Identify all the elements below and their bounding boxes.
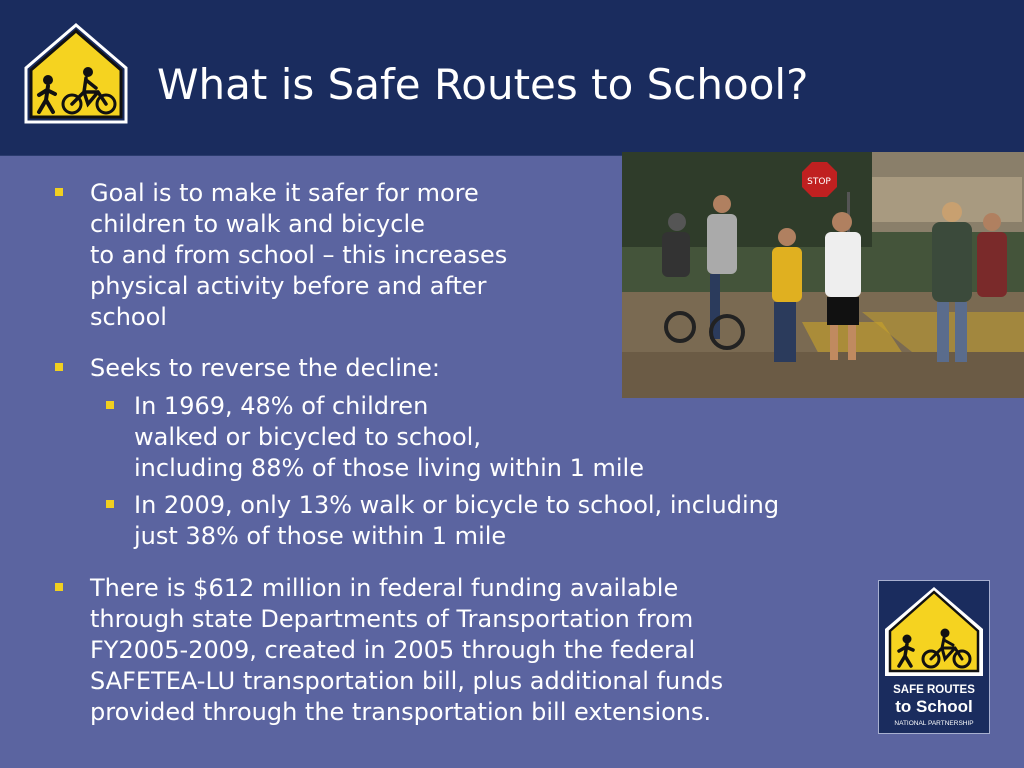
bullet-text-line: SAFETEA-LU transportation bill, plus additional funds: [90, 667, 724, 695]
logo-line3: NATIONAL PARTNERSHIP: [894, 720, 974, 727]
bullet-text-line: provided through the transportation bill extensions.: [90, 698, 712, 726]
safe-routes-logo: [878, 580, 990, 734]
sub-bullet-marker: [106, 500, 114, 508]
bullet-marker: [55, 188, 63, 196]
bullet-goal: [90, 178, 507, 333]
bullet-text-line: just 38% of those within 1 mile: [134, 522, 507, 550]
bullet-text-line: to and from school – this increases: [90, 241, 508, 269]
sub-bullet-1969: [134, 391, 644, 484]
bullet-text-line: physical activity before and after: [90, 272, 487, 300]
sub-bullet-marker: [106, 401, 114, 409]
bullet-decline: [90, 353, 440, 384]
bullet-text-line: In 2009, only 13% walk or bicycle to school, including: [134, 491, 780, 519]
bullet-text-line: There is $612 million in federal funding available: [90, 574, 679, 602]
bullet-text-line: walked or bicycled to school,: [134, 423, 481, 451]
bullet-text-line: through state Departments of Transportation from: [90, 605, 694, 633]
slide-header: [0, 0, 1024, 156]
bullet-marker: [55, 363, 63, 371]
bullet-funding: [90, 573, 723, 728]
stop-sign-text: STOP: [807, 177, 831, 187]
bullet-text-line: school: [90, 303, 167, 331]
slide-title: What is Safe Routes to School?: [157, 60, 809, 109]
safe-routes-logo-art: [879, 581, 989, 733]
bullet-marker: [55, 583, 63, 591]
bullet-text-line: In 1969, 48% of children: [134, 392, 429, 420]
bullet-text-line: Goal is to make it safer for more: [90, 179, 479, 207]
logo-line1: SAFE ROUTES: [893, 684, 975, 696]
school-crossing-sign-icon: [22, 22, 130, 126]
bullet-text-line: FY2005-2009, created in 2005 through the federal: [90, 636, 696, 664]
sub-bullet-2009: [134, 490, 779, 552]
bullet-text-line: including 88% of those living within 1 mile: [134, 454, 644, 482]
photo-illustration: [622, 152, 1024, 398]
bullet-text-line: children to walk and bicycle: [90, 210, 425, 238]
logo-line2: to School: [895, 697, 973, 716]
bullet-text-line: Seeks to reverse the decline:: [90, 354, 440, 382]
children-crosswalk-photo: [622, 152, 1024, 398]
